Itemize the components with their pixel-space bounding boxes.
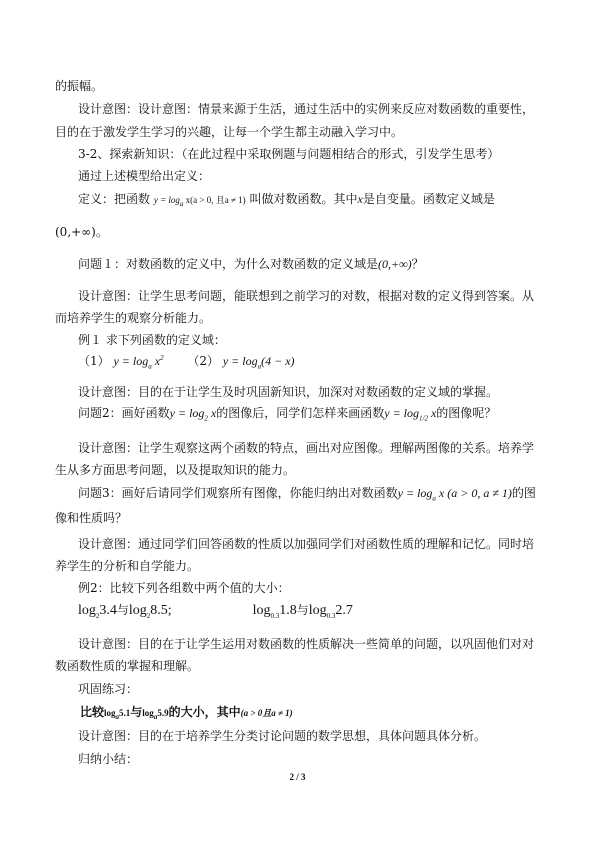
text-line: (0,+∞)。 <box>55 225 108 239</box>
text-line: 生从多方面思考问题，以及提取知识的能力。 <box>55 463 296 477</box>
practice-problem: 比较$\log_a5.1$与$\log_a5.9$的大小，其中(a > 0且a ≠ 1) <box>80 705 293 721</box>
definition-line <box>78 191 545 208</box>
text-line: 设计意图：目的在于让学生及时巩固新知识，加深对对数函数的定义域的掌握。 <box>78 385 499 399</box>
formula: $y = \log_a x^2$ <box>113 354 164 371</box>
formula: $\log_a5.9$ <box>142 708 169 721</box>
formula: $y = \log_a x$ (a > 0, a ≠ 1) <box>397 486 512 503</box>
text-line: 数函数性质的掌握和理解。 <box>55 659 200 673</box>
text-line: 而培养学生的观察分析能力。 <box>55 311 212 325</box>
text-line: 像和性质吗？ <box>55 511 128 525</box>
formula: $\log_{0.3}2.7$ <box>308 603 353 620</box>
text-line: 设计意图：通过同学们回答函数的性质以加强同学们对函数性质的理解和记忆。同时培 <box>78 537 535 551</box>
formula: $y = \log_{1/2} x$ <box>384 406 437 423</box>
question-1: 问题１：对数函数的定义中，为什么对数函数的定义域是(0,+∞)？ <box>78 257 424 271</box>
example-1-items: （1） $y = \log_a x^2$ （2） $y = \log_a(4 - x)$ <box>78 354 295 371</box>
text-line: 的振幅。 <box>55 79 104 93</box>
formula: $\log_23.4$ <box>78 603 117 620</box>
example-2-title: 例2：比较下列各组数中两个值的大小： <box>78 581 290 595</box>
example-1-title: 例１ 求下列函数的定义域： <box>78 333 226 347</box>
text-line: 养学生的分析和自学能力。 <box>55 559 200 573</box>
formula: $\log_28.5$; <box>128 603 172 620</box>
formula: (a > 0且a ≠ 1) <box>240 708 293 718</box>
text-line: 设计意图：目的在于培养学生分类讨论问题的数学思想，具体问题具体分析。 <box>78 729 487 743</box>
text-span: 定义：把函数 <box>78 192 151 206</box>
text-line: 设计意图：目的在于让学生运用对数函数的性质解决一些简单的问题，以巩固他们对对 <box>78 637 535 651</box>
practice-heading: 巩固练习： <box>78 682 139 696</box>
formula: $y = \log_2 x$ <box>169 406 217 423</box>
text-span: 是自变量。函数定义域是 <box>362 192 495 206</box>
formula: $\log_a5.1$ <box>104 708 131 721</box>
page-number: 2 / 3 <box>289 772 306 782</box>
variable: x <box>357 192 363 206</box>
question-2: 问题2：画好函数$y = \log_2 x$的图像后，同学们怎样来画函数$y = \log_{1/2} x$的图像呢？ <box>78 406 497 423</box>
question-3: 问题3：画好后请同学们观察所有图像，你能归纳出对数函数$y = \log_a x$ (a > 0, a ≠ 1)的图 <box>78 486 536 503</box>
text-line: 设计意图：设计意图：情景来源于生活，通过生活中的实例来反应对数函数的重要性， <box>78 102 535 116</box>
section-heading: 3-2、探索新知识：（在此过程中采取例题与问题相结合的形式，引发学生思考） <box>78 147 500 161</box>
text-line: 通过上述模型给出定义： <box>78 169 211 183</box>
text-line: 目的在于激发学生学习的兴趣，让每一个学生都主动融入学习中。 <box>55 125 404 139</box>
formula: $y = \log_a x(a > 0$, 且a ≠ 1) <box>153 195 246 208</box>
summary-heading: 归纳小结： <box>78 752 139 766</box>
formula: $\log_{0.3}1.8$ <box>252 603 297 620</box>
text-line: 设计意图：让学生观察这两个函数的特点，画出对应图像。理解两图像的关系。培养学 <box>78 441 535 455</box>
formula: $y = \log_a(4 - x)$ <box>222 354 295 371</box>
example-2-items: $\log_23.4$与$\log_28.5$; $\log_{0.3}1.8$与$\log_{0.3}2.7$ <box>78 603 353 620</box>
text-line: 设计意图：让学生思考问题，能联想到之前学习的对数，根据对数的定义得到答案。从 <box>78 289 535 303</box>
text-span: 叫做对数函数。其中 <box>249 192 358 206</box>
